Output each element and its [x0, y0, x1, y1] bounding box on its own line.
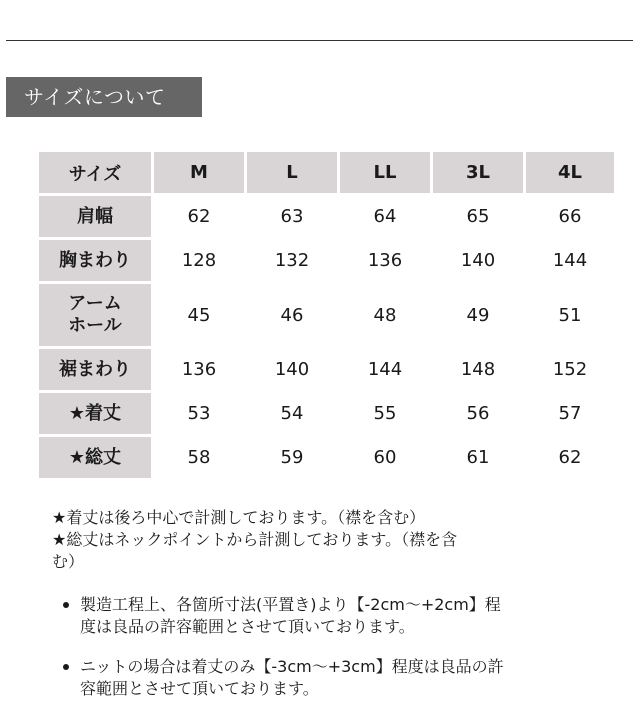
size-col-header: 4L [526, 152, 614, 193]
list-item-line: 度は良品の許容範囲とさせて頂いております。 [80, 617, 415, 636]
size-col-header: M [154, 152, 244, 193]
note-line: ★総丈はネックポイントから計測しております。（襟を含 [52, 530, 458, 549]
list-item [60, 656, 600, 700]
table-cell: 53 [154, 393, 244, 434]
table-cell: 54 [247, 393, 337, 434]
row-label-line: ホール [68, 315, 122, 336]
size-table [36, 149, 617, 481]
row-label [39, 284, 151, 346]
row-label: 胸まわり [39, 240, 151, 281]
table-cell: 64 [340, 196, 430, 237]
table-cell: 61 [433, 437, 523, 478]
table-row [39, 349, 614, 390]
tolerance-list [60, 594, 600, 718]
row-label: ★総丈 [39, 437, 151, 478]
table-cell: 136 [340, 240, 430, 281]
table-cell: 60 [340, 437, 430, 478]
table-row [39, 393, 614, 434]
table-cell: 140 [433, 240, 523, 281]
table-cell: 62 [526, 437, 614, 478]
table-row [39, 240, 614, 281]
measurement-notes [52, 507, 562, 573]
table-row [39, 196, 614, 237]
row-label: ★着丈 [39, 393, 151, 434]
size-col-header: LL [340, 152, 430, 193]
note-line: ★着丈は後ろ中心で計測しております。（襟を含む） [52, 508, 426, 527]
row-label: 裾まわり [39, 349, 151, 390]
table-cell: 144 [340, 349, 430, 390]
table-cell: 48 [340, 284, 430, 346]
list-item [60, 594, 600, 638]
table-cell: 59 [247, 437, 337, 478]
table-cell: 65 [433, 196, 523, 237]
list-item-line: ニットの場合は着丈のみ【-3cm～+3cm】程度は良品の許 [80, 657, 504, 676]
row-label: 肩幅 [39, 196, 151, 237]
table-cell: 49 [433, 284, 523, 346]
table-cell: 57 [526, 393, 614, 434]
bullet-icon [63, 602, 69, 608]
note-line: む） [52, 552, 85, 571]
section-title: サイズについて [6, 77, 202, 117]
size-header-label: サイズ [39, 152, 151, 193]
table-cell: 148 [433, 349, 523, 390]
table-header-row [39, 152, 614, 193]
table-cell: 55 [340, 393, 430, 434]
table-cell: 136 [154, 349, 244, 390]
table-cell: 132 [247, 240, 337, 281]
row-label-line: アーム [68, 293, 122, 314]
table-row [39, 437, 614, 478]
table-cell: 66 [526, 196, 614, 237]
table-cell: 128 [154, 240, 244, 281]
bullet-icon [63, 664, 69, 670]
table-cell: 51 [526, 284, 614, 346]
table-cell: 56 [433, 393, 523, 434]
table-cell: 62 [154, 196, 244, 237]
table-cell: 46 [247, 284, 337, 346]
table-cell: 58 [154, 437, 244, 478]
size-col-header: L [247, 152, 337, 193]
table-cell: 144 [526, 240, 614, 281]
table-cell: 45 [154, 284, 244, 346]
list-item-line: 製造工程上、各箇所寸法(平置き)より【-2cm～+2cm】程 [80, 595, 501, 614]
size-col-header: 3L [433, 152, 523, 193]
table-cell: 140 [247, 349, 337, 390]
table-row [39, 284, 614, 346]
table-cell: 152 [526, 349, 614, 390]
table-cell: 63 [247, 196, 337, 237]
top-divider [6, 40, 633, 41]
list-item-line: 容範囲とさせて頂いております。 [80, 679, 319, 698]
